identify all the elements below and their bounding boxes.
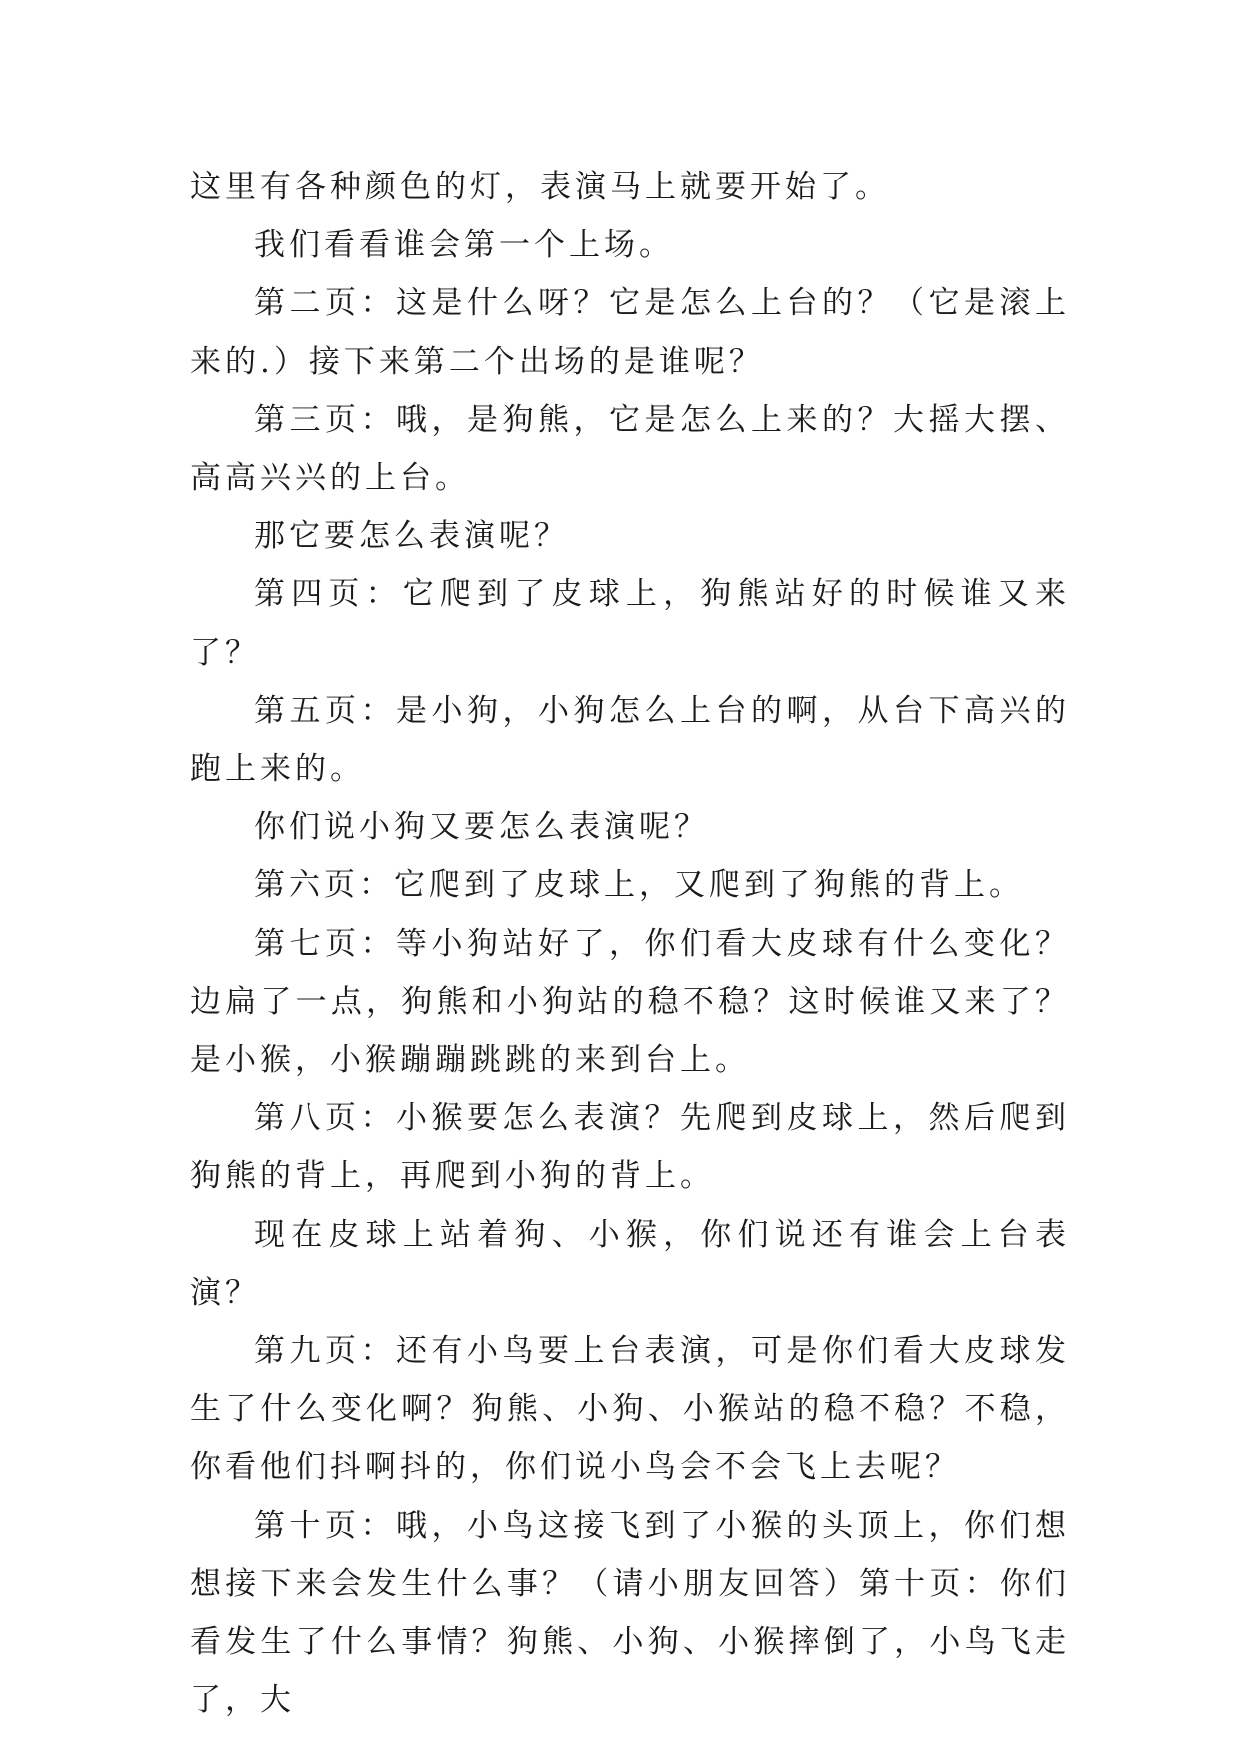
paragraph-12: 现在皮球上站着狗、小猴，你们说还有谁会上台表演？ [190,1216,1070,1311]
document-body [190,158,1070,1729]
paragraph-4: 第三页：哦，是狗熊，它是怎么上来的？大摇大摆、高高兴兴的上台。 [190,401,1070,497]
paragraph-9: 第六页：它爬到了皮球上，又爬到了狗熊的背上。 [254,867,1024,904]
paragraph-5: 那它要怎么表演呢？ [254,518,569,555]
paragraph-10: 第七页：等小狗站好了，你们看大皮球有什么变化？边扁了一点，狗熊和小狗站的稳不稳？这时候谁又来了？是小猴，小猴蹦蹦跳跳的来到台上。 [190,925,1070,1079]
paragraph-2: 我们看看谁会第一个上场。 [254,227,674,264]
paragraph-11: 第八页：小猴要怎么表演？先爬到皮球上，然后爬到狗熊的背上，再爬到小狗的背上。 [190,1100,1070,1195]
paragraph-7: 第五页：是小狗，小狗怎么上台的啊，从台下高兴的跑上来的。 [190,692,1070,788]
paragraph-1: 这里有各种颜色的灯，表演马上就要开始了。 [190,169,890,205]
paragraph-6: 第四页：它爬到了皮球上，狗熊站好的时候谁又来了？ [190,576,1070,671]
paragraph-8: 你们说小狗又要怎么表演呢？ [254,809,709,846]
paragraph-3: 第二页：这是什么呀？它是怎么上台的？（它是滚上来的.）接下来第二个出场的是谁呢？ [190,285,1070,380]
paragraph-14: 第十页：哦，小鸟这接飞到了小猴的头顶上，你们想想接下来会发生什么事？（请小朋友回答）第十页：你们看发生了什么事情？狗熊、小狗、小猴摔倒了，小鸟飞走了，大 [190,1507,1070,1719]
paragraph-13: 第九页：还有小鸟要上台表演，可是你们看大皮球发生了什么变化啊？狗熊、小狗、小猴站的稳不稳？不稳，你看他们抖啊抖的，你们说小鸟会不会飞上去呢？ [190,1333,1070,1486]
